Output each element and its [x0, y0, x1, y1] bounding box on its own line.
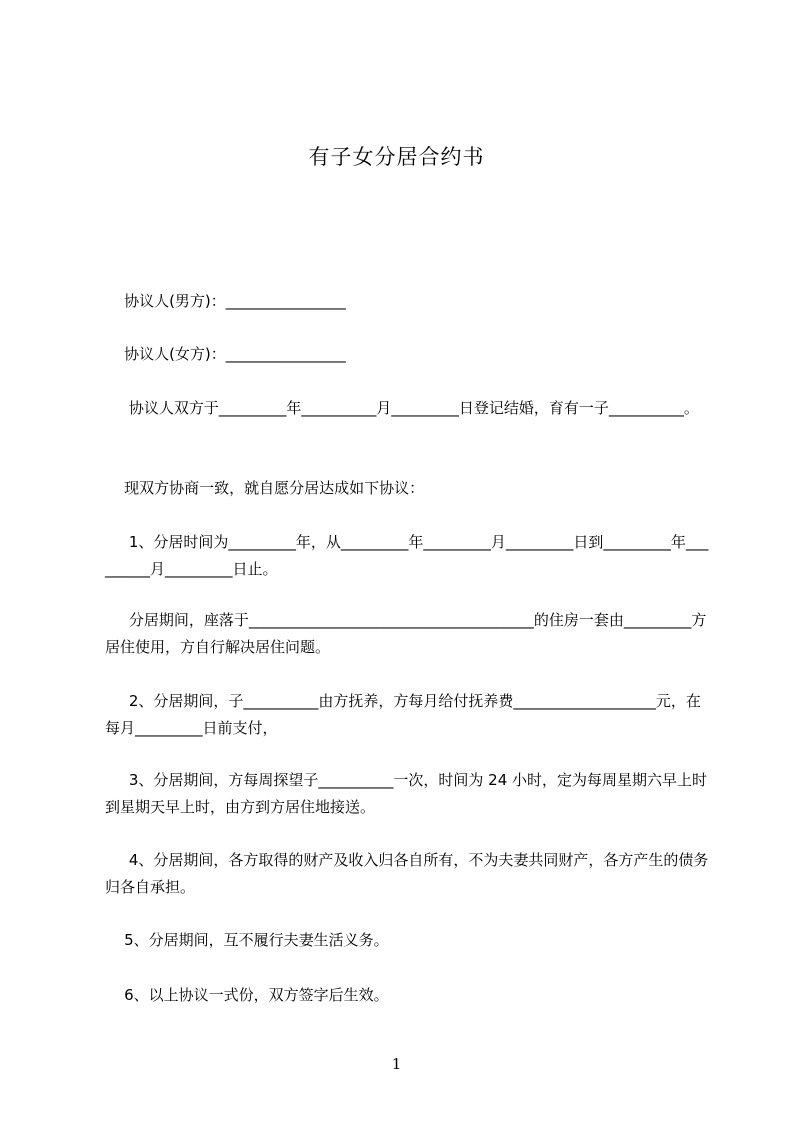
paragraph-clause-2: 2、分居期间，子__________由方抚养，方每月给付抚养费___________________元，在每月_________日前支付， [105, 692, 701, 737]
document-title: 有子女分居合约书 [308, 145, 485, 169]
paragraph-clause-3: 3、分居期间，方每周探望子__________一次，时间为 24 小时，定为每周星期六早上时到星期天早上时，由方到方居住地接送。 [105, 771, 708, 816]
paragraph-residence: 分居期间，座落于______________________________________的住房一套由_________方居住使用，方自行解决居住问题。 [105, 611, 707, 656]
paragraph-female-party: 协议人(女方)：________________ [105, 345, 346, 363]
paragraph-intro: 现双方协商一致，就自愿分居达成如下协议： [105, 479, 425, 497]
paragraph-male-party: 协议人(男方)：________________ [105, 292, 346, 310]
page-number: 1 [391, 1055, 402, 1073]
paragraph-marriage-info: 协议人双方于_________年__________月_________日登记结婚，育有一子__________。 [105, 399, 699, 417]
paragraph-clause-5: 5、分居期间，互不履行夫妻生活义务。 [105, 931, 389, 949]
paragraph-clause-1: 1、分居时间为_________年，从_________年_________月_________日到_________年_________月_________日止。 [105, 533, 709, 578]
paragraph-clause-6: 6、以上协议一式份，双方签字后生效。 [105, 986, 389, 1004]
paragraph-clause-4: 4、分居期间，各方取得的财产及收入归各自所有，不为夫妻共同财产，各方产生的债务归各自承担。 [105, 851, 709, 896]
